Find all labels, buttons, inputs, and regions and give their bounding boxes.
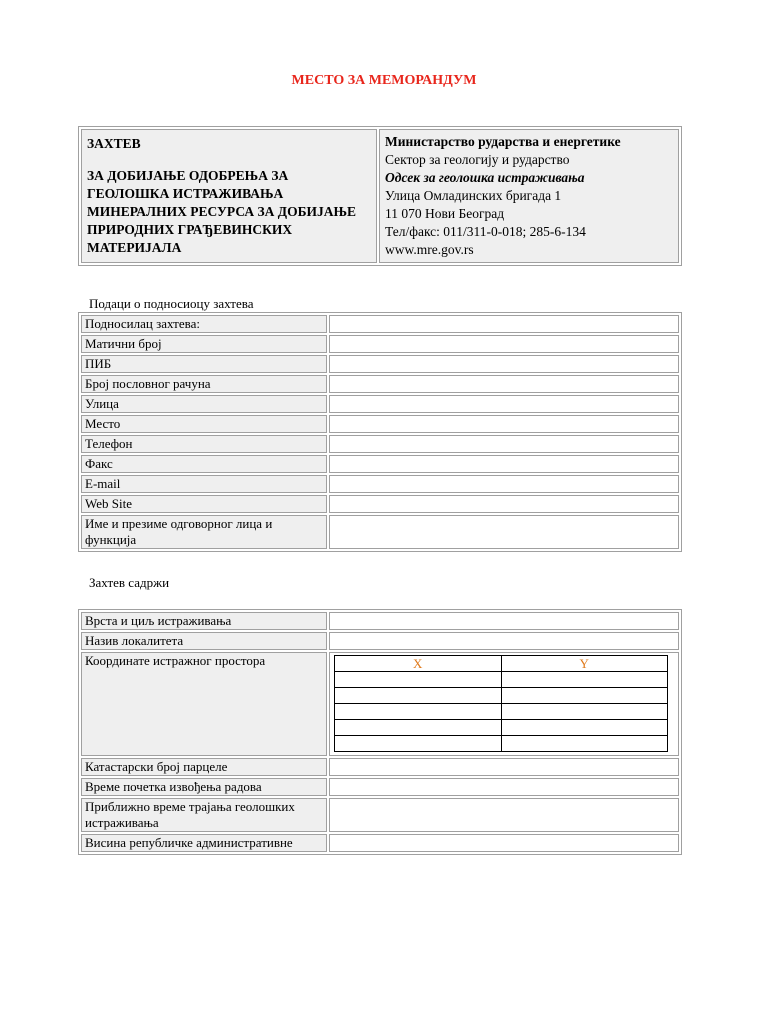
request-title: ЗАХТЕВ [87, 136, 141, 151]
field-label: Факс [81, 455, 327, 473]
field-label: Улица [81, 395, 327, 413]
fax-field[interactable] [329, 455, 679, 473]
phone-fax: Тел/факс: 011/311-0-018; 285-6-134 [385, 224, 586, 239]
registration-number-field[interactable] [329, 335, 679, 353]
coord-y-cell[interactable] [501, 704, 668, 720]
coordinates-cell [329, 652, 679, 756]
coord-x-cell[interactable] [335, 688, 502, 704]
field-label: Назив локалитета [81, 632, 327, 650]
coord-x-header: X [335, 656, 502, 672]
field-label: Катастарски број парцеле [81, 758, 327, 776]
memorandum-placeholder: МЕСТО ЗА МЕМОРАНДУМ [291, 73, 477, 88]
request-title-cell [81, 129, 377, 263]
cadastral-number-field[interactable] [329, 758, 679, 776]
city-address: 11 070 Нови Београд [385, 206, 505, 221]
coord-y-cell[interactable] [501, 736, 668, 752]
field-label: Web Site [81, 495, 327, 513]
department-name: Одсек за геолошка истраживања [385, 170, 585, 185]
field-label: Место [81, 415, 327, 433]
duration-field[interactable] [329, 798, 679, 832]
applicant-table [78, 312, 682, 552]
bank-account-field[interactable] [329, 375, 679, 393]
sector-name: Сектор за геологију и рударство [385, 152, 570, 167]
field-label: E-mail [81, 475, 327, 493]
ministry-name: Министарство рударства и енергетике [385, 134, 621, 149]
field-label: Матични број [81, 335, 327, 353]
street-address: Улица Омладинских бригада 1 [385, 188, 562, 203]
applicant-name-field[interactable] [329, 315, 679, 333]
request-table [78, 609, 682, 855]
place-field[interactable] [329, 415, 679, 433]
tax-id-field[interactable] [329, 355, 679, 373]
ministry-address-cell [379, 129, 679, 263]
coord-y-cell[interactable] [501, 672, 668, 688]
website-link[interactable]: www.mre.gov.rs [385, 242, 474, 257]
coord-x-cell[interactable] [335, 736, 502, 752]
field-label: Време почетка извођења радова [81, 778, 327, 796]
phone-field[interactable] [329, 435, 679, 453]
applicant-section-title: Подаци о подносиоцу захтева [89, 296, 254, 311]
field-label: ПИБ [81, 355, 327, 373]
coordinates-table [334, 655, 668, 752]
research-type-field[interactable] [329, 612, 679, 630]
header-table [78, 126, 682, 266]
coord-y-header: Y [501, 656, 668, 672]
responsible-person-field[interactable] [329, 515, 679, 549]
field-label: Координате истражног простора [81, 652, 327, 756]
field-label: Број пословног рачуна [81, 375, 327, 393]
coord-x-cell[interactable] [335, 704, 502, 720]
field-label: Име и презиме одговорног лица и функција [81, 515, 327, 549]
request-section-title: Захтев садржи [89, 575, 170, 590]
field-label: Телефон [81, 435, 327, 453]
field-label: Врста и циљ истраживања [81, 612, 327, 630]
street-field[interactable] [329, 395, 679, 413]
website-field[interactable] [329, 495, 679, 513]
field-label: Приближно време трајања геолошких истраживања [81, 798, 327, 832]
email-field[interactable] [329, 475, 679, 493]
coord-y-cell[interactable] [501, 688, 668, 704]
field-label: Подносилац захтева: [81, 315, 327, 333]
coord-y-cell[interactable] [501, 720, 668, 736]
request-subtitle: ЗА ДОБИЈАЊЕ ОДОБРЕЊА ЗА ГЕОЛОШКА ИСТРАЖИВАЊА МИНЕРАЛНИХ РЕСУРСА ЗА ДОБИЈАЊЕ ПРИРОДНИХ ГРАЂЕВИНСКИХ МАТЕРИЈАЛА [87, 168, 357, 255]
locality-name-field[interactable] [329, 632, 679, 650]
coord-x-cell[interactable] [335, 672, 502, 688]
field-label: Висина републичке административне [81, 834, 327, 852]
coord-x-cell[interactable] [335, 720, 502, 736]
start-time-field[interactable] [329, 778, 679, 796]
admin-fee-field[interactable] [329, 834, 679, 852]
